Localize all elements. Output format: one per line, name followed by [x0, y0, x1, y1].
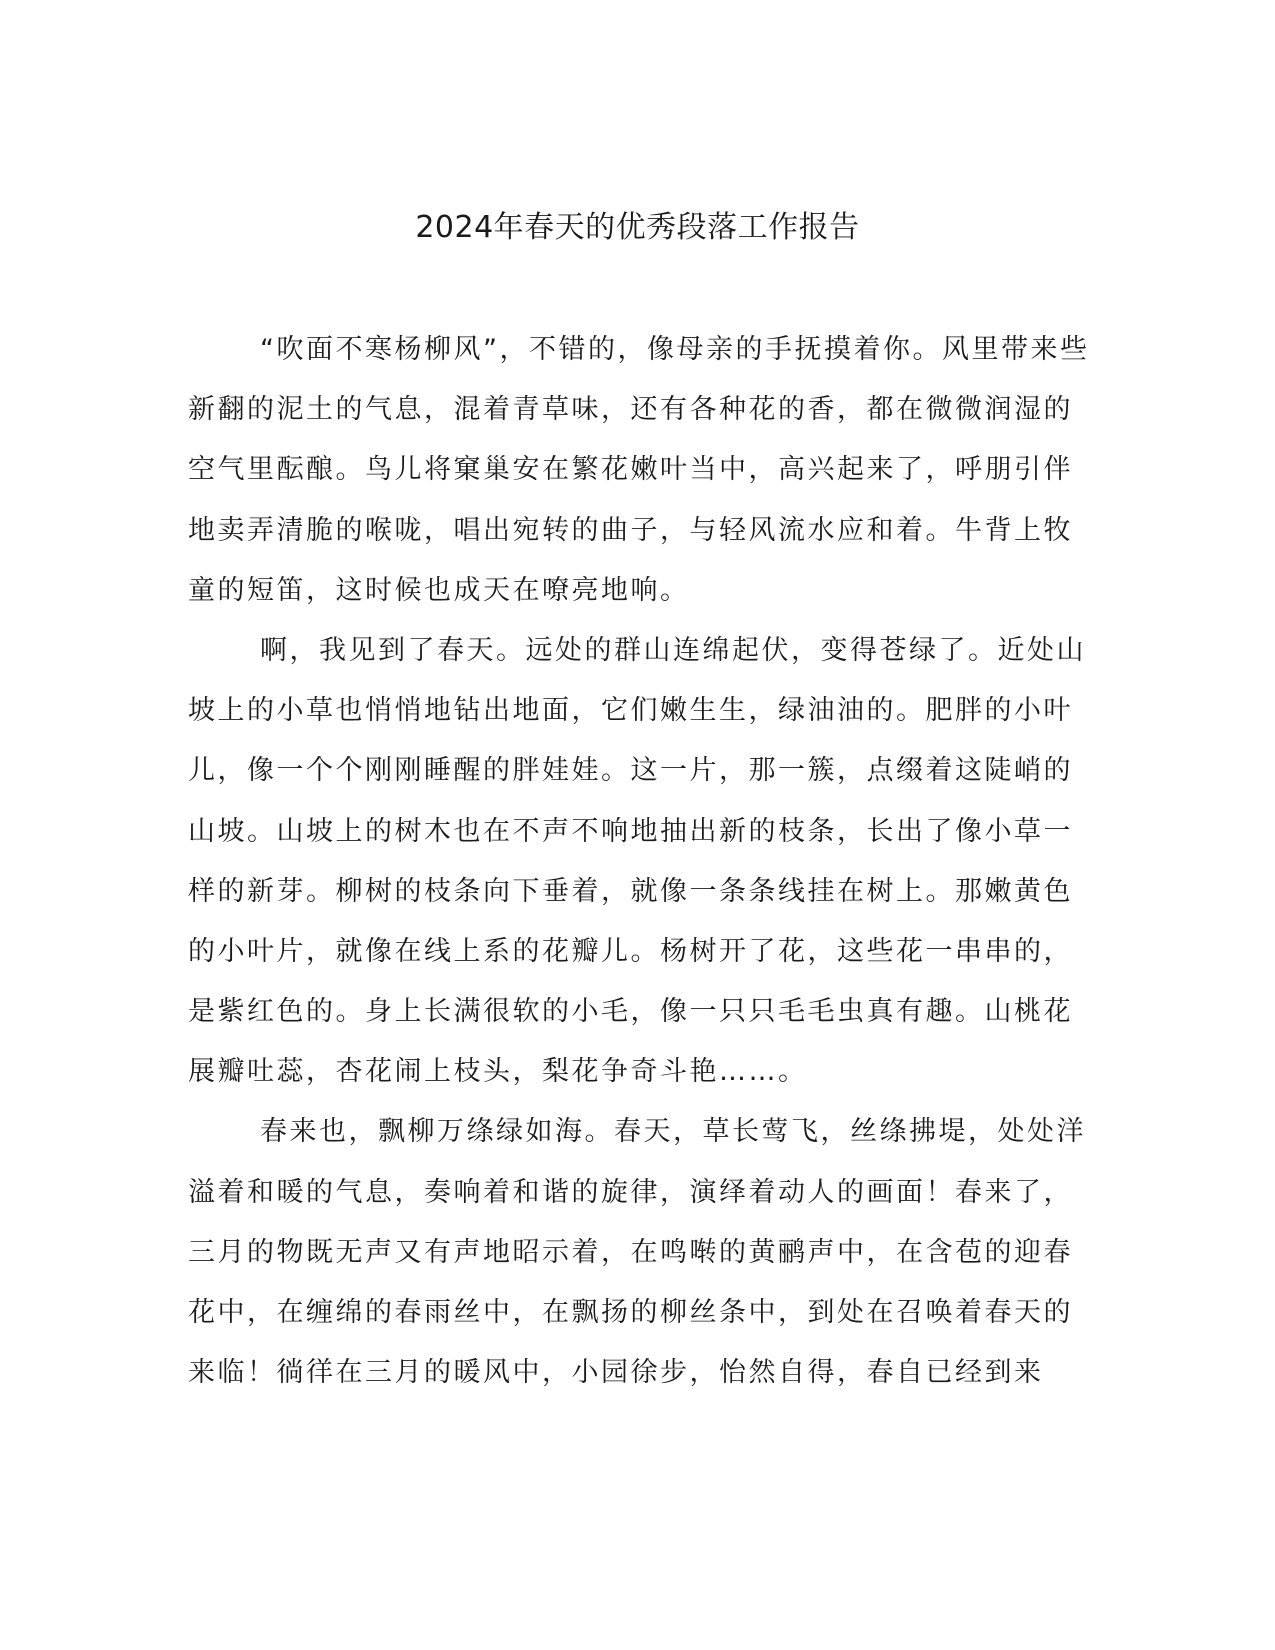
- paragraph-1-line-2: 新翻的泥土的气息，混着青草味，还有各种花的香，都在微微润湿的: [188, 394, 1073, 426]
- document-title: 2024年春天的优秀段落工作报告: [415, 210, 860, 245]
- paragraph-3-line-4: 花中，在缠绵的春雨丝中，在飘扬的柳丝条中，到处在召唤着春天的: [188, 1297, 1073, 1328]
- paragraph-2-line-7: 是紫红色的。身上长满很软的小毛，像一只只毛毛虫真有趣。山桃花: [188, 996, 1073, 1028]
- paragraph-3-line-2: 溢着和暖的气息，奏响着和谐的旋律，演绎着动人的画面！春来了，: [188, 1176, 1073, 1208]
- document-body: [188, 328, 1090, 1411]
- paragraph-2-line-5: 样的新芽。柳树的枝条向下垂着，就像一条条线挂在树上。那嫩黄色: [188, 875, 1073, 907]
- paragraph-3-line-3: 三月的物既无声又有声地昭示着，在鸣啭的黄鹂声中，在含苞的迎春: [188, 1236, 1073, 1268]
- paragraph-3-line-1: 春来也，飘柳万绦绿如海。春天，草长莺飞，丝绦拂堤，处处洋: [260, 1116, 1086, 1148]
- paragraph-2-line-2: 坡上的小草也悄悄地钻出地面，它们嫩生生，绿油油的。肥胖的小叶: [188, 695, 1073, 727]
- paragraph-1-line-4: 地卖弄清脆的喉咙，唱出宛转的曲子，与轻风流水应和着。牛背上牧: [188, 514, 1073, 546]
- paragraph-1-line-1: “吹面不寒杨柳风”，不错的，像母亲的手抚摸着你。风里带来些: [260, 334, 1090, 365]
- paragraph-2-line-3: 儿，像一个个刚刚睡醒的胖娃娃。这一片，那一簇，点缀着这陡峭的: [188, 755, 1073, 787]
- paragraph-3-line-5: 来临！徜徉在三月的暖风中，小园徐步，怡然自得，春自已经到来: [188, 1357, 1044, 1389]
- paragraph-1-line-5: 童的短笛，这时候也成天在嘹亮地响。: [188, 574, 690, 606]
- paragraph-2-line-4: 山坡。山坡上的树木也在不声不响地抽出新的枝条，长出了像小草一: [188, 815, 1073, 847]
- paragraph-2-line-6: 的小叶片，就像在线上系的花瓣儿。杨树开了花，这些花一串串的，: [188, 935, 1073, 967]
- paragraph-2-line-8: 展瓣吐蕊，杏花闹上枝头，梨花争奇斗艳……。: [188, 1056, 808, 1088]
- paragraph-2-line-1: 啊，我见到了春天。远处的群山连绵起伏，变得苍绿了。近处山: [260, 634, 1086, 666]
- paragraph-1-line-3: 空气里酝酿。鸟儿将窠巢安在繁花嫩叶当中，高兴起来了，呼朋引伴: [188, 454, 1073, 486]
